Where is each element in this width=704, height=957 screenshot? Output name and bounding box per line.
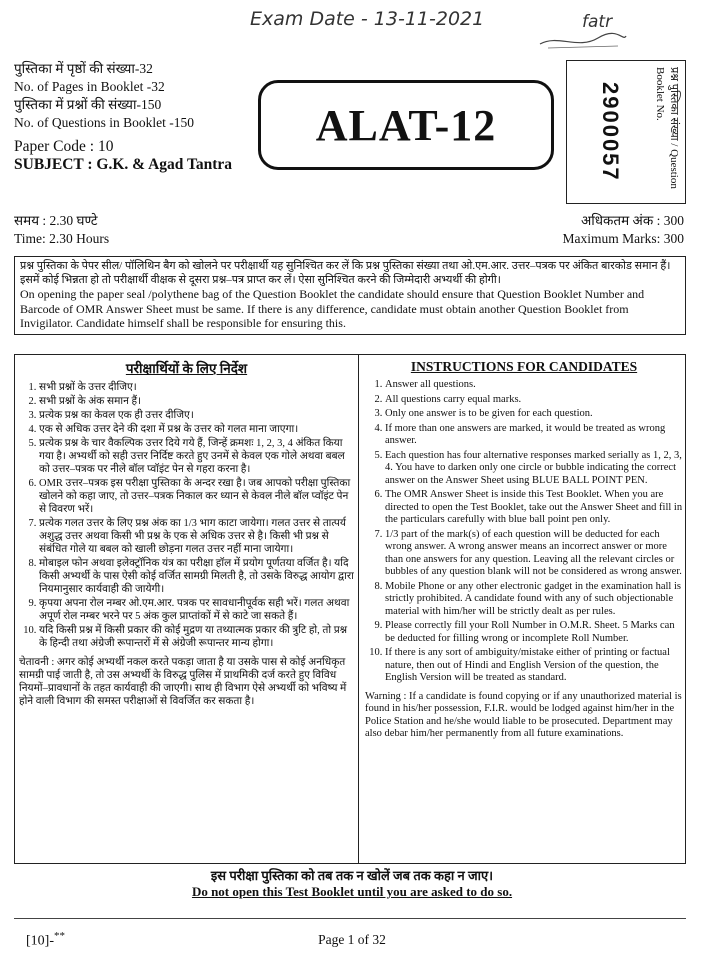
- list-item: 5. प्रत्येक प्रश्न के चार वैकल्पिक उत्तर दिये गये हैं, जिन्हें क्रमशः 1, 2, 3, 4 अंकित किया गया है। अभ्यर्थी को सही उत्तर निर्दिष्ट करते हुए उनमें से केवल एक गोले अथवा बबल को उत्तर–पत्रक पर नीले बॉल प्वॉइंट पेन से गहरा करना है।: [39, 437, 354, 476]
- instructions-en-list: [365, 379, 683, 685]
- list-item: 3. Only one answer is to be given for each question.: [385, 408, 683, 421]
- instructions-en-title: INSTRUCTIONS FOR CANDIDATES: [410, 359, 638, 374]
- list-item: 4. If more than one answers are marked, it would be treated as wrong answer.: [385, 423, 683, 448]
- do-not-open-hi: इस परीक्षा पुस्तिका को तब तक न खोलें जब तक कहा न जाए।: [210, 868, 494, 883]
- list-item: 5. Each question has four alternative responses marked serially as 1, 2, 3, 4. You have to darken only one circle or bubble indicating the correct answer on the Answer Sheet using BLUE BALL POINT PEN.: [385, 450, 683, 488]
- list-item: 3. प्रत्येक प्रश्न का केवल एक ही उत्तर दीजिए।: [39, 409, 354, 422]
- paper-code: Paper Code : 10: [14, 138, 114, 155]
- instructions-box: [14, 354, 686, 864]
- warning-hi: चेतावनी : अगर कोई अभ्यर्थी नकल करते पकड़ा जाता है या उसके पास से कोई अनधिकृत सामग्री पाई जाती है, तो उस अभ्यर्थी के विरुद्ध पुलिस में प्राथमिकी दर्ज करते हुए विविध नियमों–प्रावधानों के तहत कार्यवाही की जाएगी। साथ ही विभाग ऐसे अभ्यर्थी को भविष्य में होने वाली विभाग की समस्त परीक्षाओं से विवर्जित कर सकता है।: [19, 657, 347, 707]
- time-hi: समय : 2.30 घण्टे: [14, 213, 98, 228]
- instructions-english: [365, 359, 683, 741]
- paper-code-footer: [10]-: [26, 933, 54, 949]
- do-not-open-en: Do not open this Test Booklet until you are asked to do so.: [191, 884, 513, 899]
- pages-hi: पुस्तिका में पृष्ठों की संख्या-32: [14, 61, 153, 76]
- list-item: 4. एक से अधिक उत्तर देने की दशा में प्रश्न के उत्तर को गलत माना जाएगा।: [39, 423, 354, 436]
- list-item: 6. OMR उत्तर–पत्रक इस परीक्षा पुस्तिका के अन्दर रखा है। जब आपको परीक्षा पुस्तिका खोलने को कहा जाए, तो उत्तर–पत्रक निकाल कर ध्यान से केवल नीले बॉल प्वॉइंट पेन से विवरण भरें।: [39, 477, 354, 516]
- booklet-number-label: प्रश्न पुस्तिका संख्या / Question Booklet No.: [654, 67, 680, 189]
- handwritten-exam-date: Exam Date - 13-11-2021: [250, 8, 485, 30]
- exam-title: ALAT-12: [315, 100, 497, 150]
- questions-en: No. of Questions in Booklet -150: [14, 115, 194, 130]
- list-item: 7. प्रत्येक गलत उत्तर के लिए प्रश्न अंक का 1/3 भाग काटा जायेगा। गलत उत्तर से तात्पर्य अशुद्ध उत्तर अथवा किसी भी प्रश्न के एक से अधिक उत्तर से है। किसी भी प्रश्न से संबंधित गोले या बबल को खाली छोड़ना गलत उत्तर नहीं माना जायेगा।: [39, 517, 354, 556]
- seal-notice-hi: प्रश्न पुस्तिका के पेपर सील/ पॉलिथिन बैग को खोलने पर परीक्षार्थी यह सुनिश्चित कर लें कि प्रश्न पुस्तिका संख्या तथा ओ.एम.आर. उत्तर–पत्रक पर अंकित बारकोड समान हैं। इसमें कोई भिन्नता हो तो परीक्षार्थी वीक्षक से दूसरा प्रश्न–पत्र प्राप्त कर लें। ऐसा सुनिश्चित करने की जिम्मेदारी अभ्यर्थी की होगी।: [20, 260, 671, 286]
- pages-en: No. of Pages in Booklet -32: [14, 79, 165, 94]
- page-number: Page 1 of 32: [318, 932, 386, 947]
- list-item: 2. All questions carry equal marks.: [385, 394, 683, 407]
- exam-title-box: [258, 80, 554, 170]
- marks-hi: अधिकतम अंक : 300: [580, 213, 684, 228]
- footer-rule: [14, 918, 686, 919]
- questions-hi: पुस्तिका में प्रश्नों की संख्या-150: [14, 97, 162, 112]
- time-block: [14, 212, 109, 248]
- list-item: 1. Answer all questions.: [385, 379, 683, 392]
- marks-block: [563, 212, 685, 248]
- instructions-hi-list: [19, 381, 354, 650]
- list-item: 7. 1/3 part of the mark(s) of each question will be deducted for each wrong answer. A wrong answer means an incorrect answer or more than one answers for any question. Leaving all the relevant circles or bubbles of any question blank will not be considered as wrong answer.: [385, 529, 683, 579]
- marks-en: Maximum Marks: 300: [562, 231, 684, 246]
- list-item: 6. The OMR Answer Sheet is inside this Test Booklet. When you are directed to open the Test Booklet, take out the Answer Sheet and fill in the particulars carefully with blue ball point pen only.: [385, 489, 683, 527]
- list-item: 8. मोबाइल फोन अथवा इलेक्ट्रॉनिक यंत्र का परीक्षा हॉल में प्रयोग पूर्णतया वर्जित है। यदि किसी अभ्यर्थी के पास ऐसी कोई वर्जित सामग्री मिलती है, तो उसके विरुद्ध आयोग द्वारा नियमानुसार कार्यवाही की जायेगी।: [39, 557, 354, 596]
- list-item: 10. If there is any sort of ambiguity/mistake either of printing or factual nature, then out of Hindi and English Version of the question, the English Version will be treated as standard.: [385, 647, 683, 685]
- seal-notice-en: On opening the paper seal /polythene bag of the Question Booklet the candidate should ensure that Question Booklet Number and Barcode of OMR Answer Sheet must be same. If there is any difference, candidate must obtain another Question Booklet from Invigilator. Candidate himself shall be responsible for ensuring this.: [20, 287, 645, 330]
- column-divider: [358, 355, 359, 863]
- subject: SUBJECT : G.K. & Agad Tantra: [14, 156, 233, 173]
- booklet-info: [14, 60, 232, 174]
- booklet-number-box: [566, 60, 686, 204]
- instructions-hindi: [19, 359, 354, 708]
- time-en: Time: 2.30 Hours: [14, 231, 110, 246]
- list-item: 1. सभी प्रश्नों के उत्तर दीजिए।: [39, 381, 354, 394]
- list-item: 2. सभी प्रश्नों के अंक समान हैं।: [39, 395, 354, 408]
- footer-stars: **: [54, 930, 65, 942]
- list-item: 9. Please correctly fill your Roll Number in O.M.R. Sheet. 5 Marks can be deducted for filling wrong or incomplete Roll Number.: [385, 620, 683, 645]
- list-item: 9. कृपया अपना रोल नम्बर ओ.एम.आर. पत्रक पर सावधानीपूर्वक सही भरें। गलत अथवा अपूर्ण रोल नम्बर भरने पर 5 अंक कुल प्राप्तांकों में से काटे जा सकते हैं।: [39, 597, 354, 623]
- list-item: 10. यदि किसी प्रश्न में किसी प्रकार की कोई मुद्रण या तथ्यात्मक प्रकार की त्रुटि हो, तो प्रश्न के हिन्दी तथा अंग्रेजी रूपान्तरों में से अंग्रेजी रूपान्तर मान्य होगा।: [39, 624, 354, 650]
- handwritten-initials: fatr: [582, 12, 613, 32]
- list-item: 8. Mobile Phone or any other electronic gadget in the examination hall is strictly prohibited. A candidate found with any of such objectionable material with him/her will be strictly dealt as per rules.: [385, 581, 683, 619]
- booklet-number: 2900057: [598, 82, 623, 182]
- warning-en: Warning : If a candidate is found copying or if any unauthorized material is found in his/her possession, F.I.R. would be lodged against him/her in the Police Station and he/she would liable to be prosecuted. Department may also debar him/her permanently from all future examinations.: [365, 690, 682, 739]
- seal-notice: [14, 256, 686, 335]
- signature-scribble-icon: [538, 30, 628, 52]
- instructions-hi-title: परीक्षार्थियों के लिए निर्देश: [125, 361, 248, 376]
